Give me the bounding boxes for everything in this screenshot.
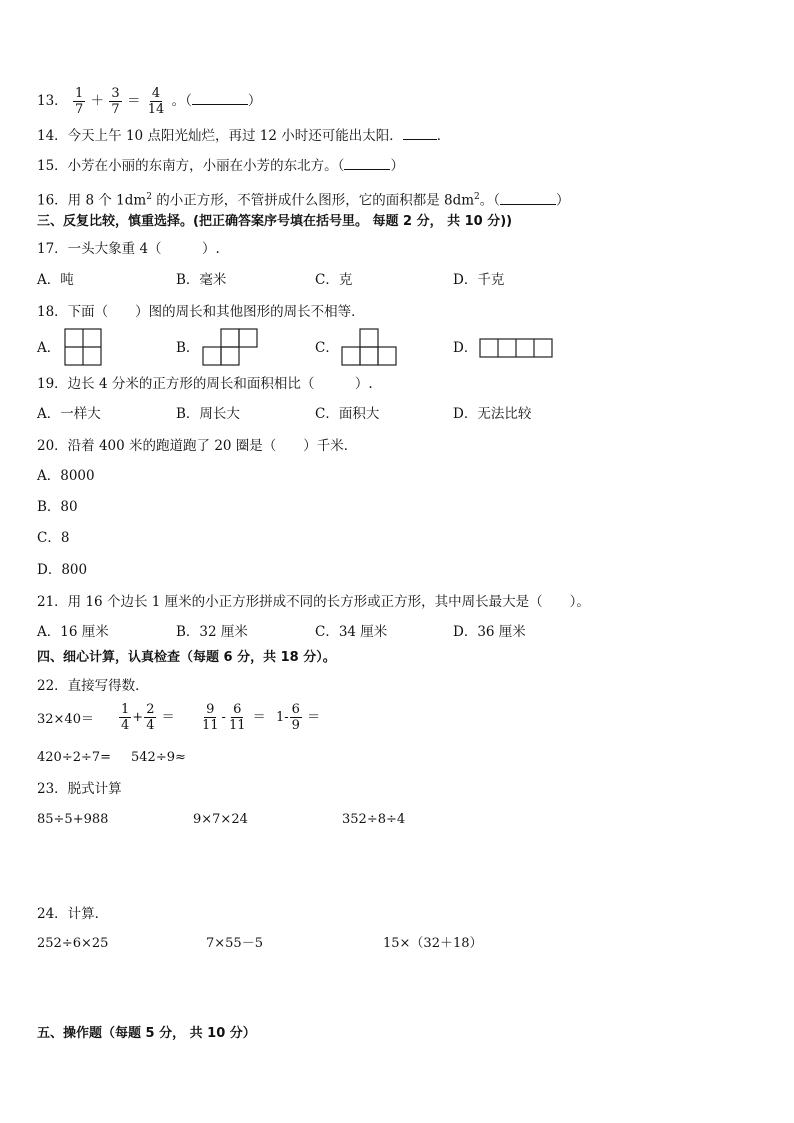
question-18-stem: 18．下面（ ）图的周长和其他图形的周长不相等． (37, 304, 365, 320)
question-24-stem: 24．计算． (37, 906, 109, 922)
q20-option-d[interactable]: D．800 (37, 562, 88, 578)
question-22-stem: 22．直接写得数． (37, 678, 149, 694)
answer-blank[interactable] (344, 157, 390, 170)
q17-option-c[interactable]: C．克 (315, 272, 353, 288)
question-14: 14．今天上午 10 点阳光灿烂，再过 12 小时还可能出太阳． ． (37, 128, 451, 144)
shape-d-row (479, 338, 553, 358)
q19-option-d[interactable]: D．无法比较 (453, 406, 532, 422)
q22-expr-1: 32×40＝ (37, 712, 94, 727)
answer-blank[interactable] (192, 92, 248, 105)
q23-expr-3: 352÷8÷4 (342, 812, 406, 827)
question-13: 13． $\frac{1}{7}$ ＋ $\frac{3}{7}$ ＝ $\frac{4}{14}$ 。（ ） (37, 86, 262, 117)
fraction-4-14: $\frac{4}{14}$ (147, 86, 165, 117)
q19-option-b[interactable]: B．周长大 (176, 406, 240, 422)
q22-expr-2: $\frac{1}{4}$ + $\frac{2}{4}$ ＝ (121, 702, 175, 733)
shape-a-2x2-grid (64, 328, 102, 366)
q21-option-d[interactable]: D．36 厘米 (453, 624, 526, 640)
section-4-heading: 四、细心计算，认真检查（每题 6 分，共 18 分）。 (37, 650, 336, 665)
question-15: 15．小芳在小丽的东南方，小丽在小芳的东北方。（ ） (37, 158, 404, 174)
q18-option-c[interactable]: C． (315, 340, 339, 356)
fraction-1-7: $\frac{1}{7}$ (74, 86, 84, 117)
q20-option-c[interactable]: C．8 (37, 530, 70, 546)
q18-option-d[interactable]: D． (453, 340, 478, 356)
q17-option-a[interactable]: A．吨 (37, 272, 74, 288)
q24-expr-2: 7×55－5 (206, 936, 263, 951)
q13-number: 13． (37, 93, 68, 109)
question-20-stem: 20．沿着 400 米的跑道跑了 20 圈是（ ）千米． (37, 438, 358, 454)
answer-blank[interactable] (500, 192, 556, 205)
q19-option-a[interactable]: A．一样大 (37, 406, 101, 422)
q22-expr-6: 542÷9≈ (131, 750, 186, 765)
question-16: 16．用 8 个 $1dm^2$ 的小正方形，不管拼成什么图形，它的面积都是 $8dm^2$。（ ） (37, 192, 570, 209)
question-23-stem: 23．脱式计算 (37, 781, 122, 797)
q22-expr-5: 420÷2÷7= (37, 750, 112, 765)
q18-option-a[interactable]: A． (37, 340, 61, 356)
section-3-heading: 三、反复比较，慎重选择。(把正确答案序号填在括号里。 每题 2 分， 共 10 分)) (37, 214, 513, 229)
q24-expr-1: 252÷6×25 (37, 936, 109, 951)
q21-option-b[interactable]: B．32 厘米 (176, 624, 248, 640)
q21-option-a[interactable]: A．16 厘米 (37, 624, 109, 640)
q23-expr-2: 9×7×24 (193, 812, 248, 827)
q22-expr-3: $\frac{9}{11}$ - $\frac{6}{11}$ ＝ (202, 702, 266, 733)
question-17-stem: 17．一头大象重 4（ ）. (37, 241, 220, 257)
q18-option-b[interactable]: B． (176, 340, 200, 356)
q22-expr-4: 1- $\frac{6}{9}$ ＝ (276, 702, 321, 733)
q20-option-b[interactable]: B．80 (37, 499, 78, 515)
q24-expr-3: 15×（32＋18） (383, 936, 483, 951)
fraction-3-7: $\frac{3}{7}$ (111, 86, 120, 117)
section-5-heading: 五、操作题（每题 5 分， 共 10 分） (37, 1026, 256, 1041)
q23-expr-1: 85÷5+988 (37, 812, 109, 827)
question-19-stem: 19．边长 4 分米的正方形的周长和面积相比（ ）. (37, 376, 373, 392)
q20-option-a[interactable]: A．8000 (37, 468, 95, 484)
question-21-stem: 21．用 16 个边长 1 厘米的小正方形拼成不同的长方形或正方形，其中周长最大是（ ）。 (37, 594, 590, 610)
answer-blank[interactable] (403, 127, 437, 140)
shape-c-t-figure (341, 328, 397, 366)
q17-option-d[interactable]: D．千克 (453, 272, 505, 288)
q19-option-c[interactable]: C．面积大 (315, 406, 380, 422)
shape-b-stepped (202, 328, 258, 366)
q21-option-c[interactable]: C．34 厘米 (315, 624, 388, 640)
q17-option-b[interactable]: B．毫米 (176, 272, 227, 288)
